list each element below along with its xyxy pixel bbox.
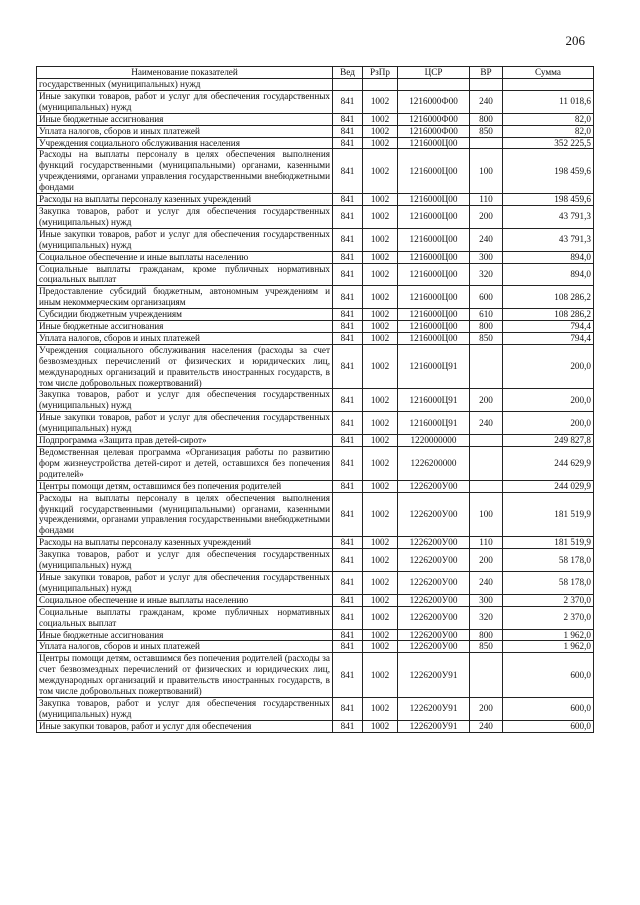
cell-rzpr: 1002 [363, 251, 398, 263]
cell-name: государственных (муниципальных) нужд [37, 79, 333, 91]
cell-rzpr: 1002 [363, 594, 398, 606]
cell-name: Иные закупки товаров, работ и услуг для обеспечения [37, 720, 333, 732]
table-row [37, 389, 594, 412]
table-row [37, 641, 594, 653]
cell-ved: 841 [333, 344, 363, 389]
cell-ved: 841 [333, 263, 363, 286]
cell-sum: 1 962,0 [503, 641, 594, 653]
cell-rzpr: 1002 [363, 137, 398, 149]
cell-rzpr: 1002 [363, 641, 398, 653]
cell-csr: 1216000Ц00 [398, 251, 470, 263]
cell-vr [470, 435, 503, 447]
cell-ved: 841 [333, 125, 363, 137]
cell-vr [470, 447, 503, 481]
cell-vr: 850 [470, 641, 503, 653]
cell-vr: 100 [470, 492, 503, 537]
cell-name: Иные бюджетные ассигнования [37, 321, 333, 333]
cell-ved: 841 [333, 653, 363, 698]
cell-sum [503, 79, 594, 91]
cell-ved: 841 [333, 447, 363, 481]
cell-sum: 198 459,6 [503, 194, 594, 206]
cell-vr: 200 [470, 205, 503, 228]
table-row [37, 137, 594, 149]
table-row [37, 571, 594, 594]
cell-name: Иные закупки товаров, работ и услуг для обеспечения государственных (муниципальных) нужд [37, 228, 333, 251]
cell-vr: 240 [470, 412, 503, 435]
cell-sum: 794,4 [503, 321, 594, 333]
cell-rzpr: 1002 [363, 286, 398, 309]
cell-rzpr: 1002 [363, 606, 398, 629]
cell-ved: 841 [333, 641, 363, 653]
table-row [37, 228, 594, 251]
cell-sum: 600,0 [503, 720, 594, 732]
cell-name: Учреждения социального обслуживания населения (расходы за счет безвозмездных перечислений от физических и юридических лиц, международных организаций и правительств иностранных государств, в том числе добровольных пожертвований) [37, 344, 333, 389]
cell-vr: 200 [470, 389, 503, 412]
cell-csr: 1226200У91 [398, 720, 470, 732]
cell-rzpr: 1002 [363, 697, 398, 720]
cell-ved: 841 [333, 309, 363, 321]
header-ved: Вед [333, 67, 363, 79]
cell-sum: 600,0 [503, 697, 594, 720]
cell-vr: 850 [470, 332, 503, 344]
table-row [37, 447, 594, 481]
cell-rzpr: 1002 [363, 309, 398, 321]
cell-sum: 200,0 [503, 412, 594, 435]
cell-vr: 300 [470, 594, 503, 606]
table-row [37, 629, 594, 641]
cell-sum: 244 629,9 [503, 447, 594, 481]
cell-csr: 1216000Ф00 [398, 125, 470, 137]
cell-vr: 800 [470, 113, 503, 125]
cell-sum: 352 225,5 [503, 137, 594, 149]
cell-ved: 841 [333, 389, 363, 412]
cell-csr: 1226200У00 [398, 594, 470, 606]
page-number: 206 [565, 33, 585, 48]
cell-name: Подпрограмма «Защита прав детей-сирот» [37, 435, 333, 447]
table-row [37, 412, 594, 435]
table-row [37, 125, 594, 137]
cell-csr: 1226200У00 [398, 641, 470, 653]
cell-sum: 181 519,9 [503, 492, 594, 537]
cell-ved: 841 [333, 205, 363, 228]
cell-sum: 894,0 [503, 251, 594, 263]
cell-ved: 841 [333, 594, 363, 606]
cell-csr: 1216000Ф00 [398, 90, 470, 113]
header-name: Наименование показателей [37, 67, 333, 79]
cell-sum: 200,0 [503, 344, 594, 389]
cell-rzpr: 1002 [363, 344, 398, 389]
cell-sum: 244 029,9 [503, 480, 594, 492]
cell-ved [333, 79, 363, 91]
cell-name: Закупка товаров, работ и услуг для обеспечения государственных (муниципальных) нужд [37, 549, 333, 572]
cell-vr: 300 [470, 251, 503, 263]
cell-vr [470, 653, 503, 698]
cell-vr: 110 [470, 537, 503, 549]
cell-name: Иные закупки товаров, работ и услуг для обеспечения государственных (муниципальных) нужд [37, 90, 333, 113]
cell-name: Социальное обеспечение и иные выплаты населению [37, 594, 333, 606]
cell-name: Уплата налогов, сборов и иных платежей [37, 641, 333, 653]
cell-sum: 2 370,0 [503, 594, 594, 606]
cell-rzpr [363, 79, 398, 91]
cell-sum: 58 178,0 [503, 549, 594, 572]
cell-ved: 841 [333, 606, 363, 629]
cell-ved: 841 [333, 149, 363, 194]
cell-csr: 1216000Ф00 [398, 113, 470, 125]
cell-ved: 841 [333, 480, 363, 492]
cell-csr: 1226200У00 [398, 537, 470, 549]
cell-vr: 200 [470, 697, 503, 720]
cell-vr: 240 [470, 571, 503, 594]
cell-vr: 240 [470, 228, 503, 251]
cell-vr [470, 137, 503, 149]
cell-csr: 1216000Ц91 [398, 412, 470, 435]
cell-rzpr: 1002 [363, 90, 398, 113]
cell-name: Социальное обеспечение и иные выплаты населению [37, 251, 333, 263]
cell-sum: 108 286,2 [503, 286, 594, 309]
cell-name: Закупка товаров, работ и услуг для обеспечения государственных (муниципальных) нужд [37, 205, 333, 228]
cell-ved: 841 [333, 492, 363, 537]
cell-rzpr: 1002 [363, 435, 398, 447]
cell-name: Расходы на выплаты персоналу казенных учреждений [37, 194, 333, 206]
cell-ved: 841 [333, 286, 363, 309]
cell-name: Предоставление субсидий бюджетным, автономным учреждениям и иным некоммерческим организациям [37, 286, 333, 309]
table-row [37, 332, 594, 344]
cell-sum: 11 018,6 [503, 90, 594, 113]
cell-vr: 850 [470, 125, 503, 137]
cell-rzpr: 1002 [363, 549, 398, 572]
cell-csr: 1216000Ц00 [398, 321, 470, 333]
cell-vr: 240 [470, 720, 503, 732]
cell-csr: 1216000Ц91 [398, 389, 470, 412]
cell-sum: 82,0 [503, 113, 594, 125]
cell-name: Центры помощи детям, оставшимся без попечения родителей (расходы за счет безвозмездных перечислений от физических и юридических лиц, международных организаций и правительств иностранных государств, в том числе добровольных пожертвований) [37, 653, 333, 698]
cell-vr: 100 [470, 149, 503, 194]
cell-vr: 610 [470, 309, 503, 321]
cell-name: Иные закупки товаров, работ и услуг для обеспечения государственных (муниципальных) нужд [37, 571, 333, 594]
cell-vr: 600 [470, 286, 503, 309]
cell-name: Расходы на выплаты персоналу в целях обеспечения выполнения функций государственными (муниципальными) органами, казенными учреждениями, органами управления государственными внебюджетными фондами [37, 492, 333, 537]
cell-sum: 600,0 [503, 653, 594, 698]
cell-name: Расходы на выплаты персоналу казенных учреждений [37, 537, 333, 549]
cell-rzpr: 1002 [363, 205, 398, 228]
cell-rzpr: 1002 [363, 447, 398, 481]
cell-ved: 841 [333, 537, 363, 549]
header-vr: ВР [470, 67, 503, 79]
table-row [37, 537, 594, 549]
cell-csr: 1226200У91 [398, 653, 470, 698]
cell-rzpr: 1002 [363, 653, 398, 698]
cell-ved: 841 [333, 549, 363, 572]
cell-rzpr: 1002 [363, 125, 398, 137]
cell-name: Центры помощи детям, оставшимся без попечения родителей [37, 480, 333, 492]
table-row [37, 549, 594, 572]
cell-ved: 841 [333, 435, 363, 447]
cell-name: Расходы на выплаты персоналу в целях обеспечения выполнения функций государственными (муниципальными) органами, казенными учреждениями, органами управления государственными внебюджетными фондами [37, 149, 333, 194]
cell-rzpr: 1002 [363, 720, 398, 732]
table-body [37, 79, 594, 733]
cell-vr: 320 [470, 263, 503, 286]
cell-rzpr: 1002 [363, 629, 398, 641]
cell-ved: 841 [333, 720, 363, 732]
header-row [37, 67, 594, 79]
cell-csr: 1226200У00 [398, 606, 470, 629]
table-row [37, 309, 594, 321]
table-row [37, 205, 594, 228]
cell-sum: 249 827,8 [503, 435, 594, 447]
table-row [37, 286, 594, 309]
cell-ved: 841 [333, 113, 363, 125]
cell-csr: 1216000Ц00 [398, 263, 470, 286]
cell-csr: 1216000Ц00 [398, 286, 470, 309]
cell-csr: 1216000Ц00 [398, 309, 470, 321]
cell-sum: 2 370,0 [503, 606, 594, 629]
cell-sum: 181 519,9 [503, 537, 594, 549]
cell-csr: 1226200У00 [398, 571, 470, 594]
cell-csr: 1216000Ц00 [398, 205, 470, 228]
table-row [37, 606, 594, 629]
cell-name: Ведомственная целевая программа «Организация работы по развитию форм жизнеустройства детей-сирот и детей, оставшихся без попечения родителей» [37, 447, 333, 481]
cell-csr: 1226200У00 [398, 629, 470, 641]
cell-ved: 841 [333, 194, 363, 206]
cell-sum: 794,4 [503, 332, 594, 344]
cell-vr [470, 344, 503, 389]
cell-csr: 1216000Ц00 [398, 332, 470, 344]
cell-ved: 841 [333, 629, 363, 641]
cell-ved: 841 [333, 137, 363, 149]
cell-vr: 800 [470, 321, 503, 333]
cell-ved: 841 [333, 697, 363, 720]
table-row [37, 435, 594, 447]
cell-ved: 841 [333, 571, 363, 594]
cell-rzpr: 1002 [363, 389, 398, 412]
cell-sum: 43 791,3 [503, 205, 594, 228]
cell-csr: 1216000Ц00 [398, 137, 470, 149]
cell-csr: 1216000Ц00 [398, 149, 470, 194]
table-row [37, 344, 594, 389]
cell-rzpr: 1002 [363, 412, 398, 435]
table-row [37, 263, 594, 286]
cell-sum: 108 286,2 [503, 309, 594, 321]
cell-ved: 841 [333, 251, 363, 263]
cell-name: Социальные выплаты гражданам, кроме публичных нормативных социальных выплат [37, 263, 333, 286]
cell-name: Закупка товаров, работ и услуг для обеспечения государственных (муниципальных) нужд [37, 697, 333, 720]
cell-ved: 841 [333, 332, 363, 344]
cell-name: Социальные выплаты гражданам, кроме публичных нормативных социальных выплат [37, 606, 333, 629]
table-row [37, 653, 594, 698]
cell-rzpr: 1002 [363, 332, 398, 344]
cell-sum: 200,0 [503, 389, 594, 412]
cell-name: Иные бюджетные ассигнования [37, 113, 333, 125]
table-row [37, 194, 594, 206]
cell-rzpr: 1002 [363, 149, 398, 194]
cell-vr: 200 [470, 549, 503, 572]
cell-sum: 43 791,3 [503, 228, 594, 251]
table-row [37, 321, 594, 333]
cell-vr [470, 480, 503, 492]
table-row [37, 79, 594, 91]
table-row [37, 720, 594, 732]
cell-ved: 841 [333, 228, 363, 251]
cell-name: Иные закупки товаров, работ и услуг для обеспечения государственных (муниципальных) нужд [37, 412, 333, 435]
cell-rzpr: 1002 [363, 571, 398, 594]
table-row [37, 90, 594, 113]
cell-sum: 58 178,0 [503, 571, 594, 594]
table-row [37, 480, 594, 492]
cell-name: Учреждения социального обслуживания населения [37, 137, 333, 149]
cell-name: Иные бюджетные ассигнования [37, 629, 333, 641]
cell-rzpr: 1002 [363, 113, 398, 125]
table-row [37, 594, 594, 606]
cell-vr: 110 [470, 194, 503, 206]
cell-rzpr: 1002 [363, 228, 398, 251]
cell-sum: 894,0 [503, 263, 594, 286]
cell-sum: 1 962,0 [503, 629, 594, 641]
cell-ved: 841 [333, 321, 363, 333]
cell-csr [398, 79, 470, 91]
cell-rzpr: 1002 [363, 263, 398, 286]
cell-csr: 1226200У00 [398, 480, 470, 492]
cell-ved: 841 [333, 412, 363, 435]
header-csr: ЦСР [398, 67, 470, 79]
cell-rzpr: 1002 [363, 492, 398, 537]
cell-vr: 800 [470, 629, 503, 641]
cell-rzpr: 1002 [363, 480, 398, 492]
cell-name: Уплата налогов, сборов и иных платежей [37, 125, 333, 137]
cell-csr: 1226200000 [398, 447, 470, 481]
cell-vr: 320 [470, 606, 503, 629]
cell-csr: 1216000Ц00 [398, 194, 470, 206]
cell-rzpr: 1002 [363, 321, 398, 333]
cell-csr: 1226200У00 [398, 549, 470, 572]
cell-name: Закупка товаров, работ и услуг для обеспечения государственных (муниципальных) нужд [37, 389, 333, 412]
cell-rzpr: 1002 [363, 194, 398, 206]
table-row [37, 697, 594, 720]
table-row [37, 113, 594, 125]
header-rzpr: РзПр [363, 67, 398, 79]
budget-table [36, 66, 594, 733]
cell-csr: 1220000000 [398, 435, 470, 447]
cell-vr: 240 [470, 90, 503, 113]
cell-csr: 1216000Ц91 [398, 344, 470, 389]
cell-sum: 82,0 [503, 125, 594, 137]
table-row [37, 251, 594, 263]
cell-sum: 198 459,6 [503, 149, 594, 194]
cell-ved: 841 [333, 90, 363, 113]
table-row [37, 149, 594, 194]
cell-csr: 1226200У00 [398, 492, 470, 537]
table-header [37, 67, 594, 79]
table-row [37, 492, 594, 537]
cell-name: Субсидии бюджетным учреждениям [37, 309, 333, 321]
header-sum: Сумма [503, 67, 594, 79]
cell-name: Уплата налогов, сборов и иных платежей [37, 332, 333, 344]
cell-csr: 1226200У91 [398, 697, 470, 720]
cell-csr: 1216000Ц00 [398, 228, 470, 251]
cell-vr [470, 79, 503, 91]
cell-rzpr: 1002 [363, 537, 398, 549]
